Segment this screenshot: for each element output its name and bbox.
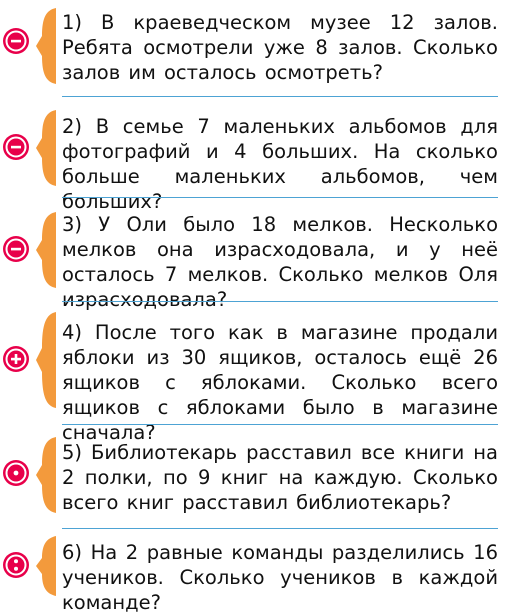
- problem-text: 1) В краеведческом музее 12 залов. Ребята осмотрели уже 8 залов. Сколько залов им осталось осмотреть?: [62, 11, 498, 84]
- problem-4: [0, 308, 510, 444]
- bracket-icon: [36, 434, 58, 516]
- bracket-icon: [36, 534, 58, 598]
- problem-1: [0, 0, 510, 100]
- answer-line[interactable]: [62, 528, 498, 529]
- problem-3: [0, 206, 510, 311]
- bracket-icon: [36, 108, 58, 188]
- problem-2: [0, 104, 510, 213]
- answer-line[interactable]: [62, 301, 498, 302]
- bracket-icon: [36, 210, 58, 290]
- answer-line[interactable]: [62, 197, 498, 198]
- problem-text: 2) В семье 7 маленьких альбомов для фотографий и 4 больших. На сколько больше маленьких альбомов, чем больших?: [62, 115, 498, 213]
- multiply-icon: [3, 460, 29, 486]
- minus-icon: [3, 134, 29, 160]
- minus-icon: [3, 236, 29, 262]
- problem-text: 6) На 2 равные команды разделились 16 учеников. Сколько учеников в каждой команде?: [62, 541, 498, 614]
- problem-5: [0, 430, 510, 530]
- problem-text: 4) После того как в магазине продали яблоки из 30 ящиков, осталось ещё 26 ящиков с яблоками. Сколько всего ящиков с яблоками было в магазине сначала?: [62, 321, 498, 444]
- answer-line[interactable]: [62, 424, 498, 425]
- answer-line[interactable]: [62, 96, 498, 97]
- minus-icon: [3, 28, 29, 54]
- problem-6: [0, 534, 510, 614]
- problem-text: 5) Библиотекарь расставил все книги на 2 полки, по 9 книг на каждую. Сколько всего книг расставил библиотекарь?: [62, 441, 498, 514]
- bracket-icon: [36, 310, 58, 410]
- bracket-icon: [36, 6, 58, 86]
- problem-text: 3) У Оли было 18 мелков. Несколько мелков она израсходовала, и у неё осталось 7 мелков. Сколько мелков Оля израсходовала?: [62, 213, 498, 311]
- plus-icon: [3, 346, 29, 372]
- divide-icon: [3, 552, 29, 578]
